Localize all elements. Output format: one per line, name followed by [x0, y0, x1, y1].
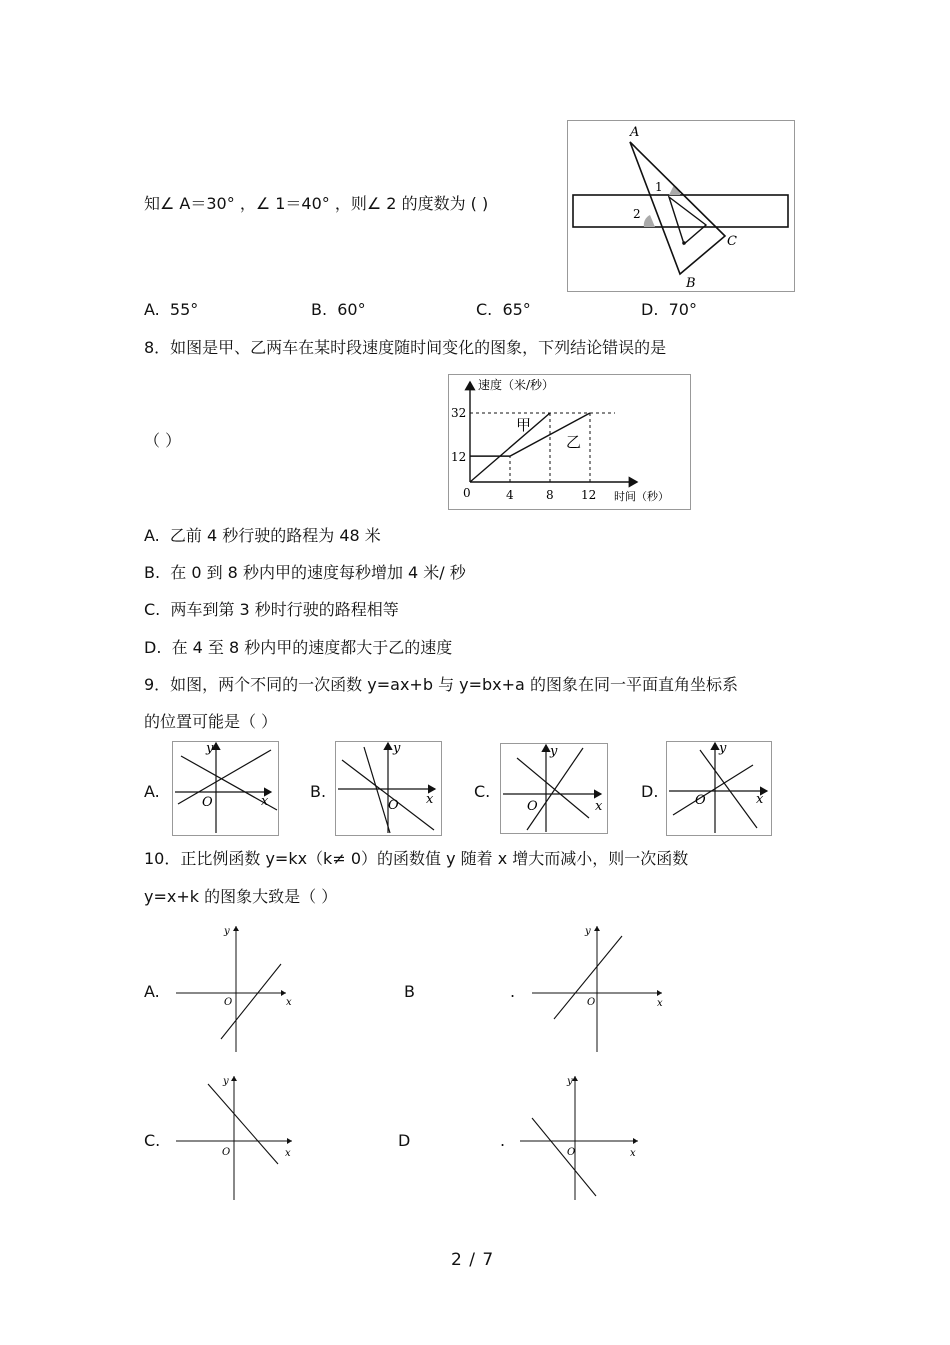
- series-label-jia: 甲: [516, 416, 532, 434]
- q9-graph-d: [666, 741, 772, 836]
- triangle-ruler-diagram: [568, 121, 794, 291]
- q9-graph-b: [335, 741, 442, 836]
- q8-option-b: B. 在 0 到 8 秒内甲的速度每秒增加 4 米/ 秒: [144, 563, 466, 582]
- x-tick-12: 12: [581, 488, 597, 502]
- q9c-x-label: x: [595, 799, 603, 814]
- q10-stem-line1: 10．正比例函数 y=kx（k≠ 0）的函数值 y 随着 x 增大而减小，则一次函数: [144, 849, 689, 868]
- q9-stem-line1: 9．如图，两个不同的一次函数 y=ax+b 与 y=bx+a 的图象在同一平面直角坐标系: [144, 675, 738, 694]
- x-tick-4: 4: [506, 488, 514, 502]
- q10d-origin: O: [567, 1147, 576, 1158]
- label-angle-2: 2: [633, 207, 641, 221]
- q10b-x-label: x: [657, 998, 663, 1009]
- q8-answer-paren: （ ）: [144, 431, 182, 450]
- q10c-origin: O: [222, 1147, 231, 1158]
- q8-option-c: C. 两车到第 3 秒时行驶的路程相等: [144, 600, 399, 619]
- q9-graph-c: [500, 743, 608, 834]
- q9-option-b-label: B.: [310, 782, 327, 801]
- label-b: B: [686, 276, 696, 291]
- q10-graph-a: [176, 924, 300, 1054]
- q10-option-d-label: D: [398, 1131, 411, 1150]
- q9c-y-label: y: [550, 744, 558, 759]
- q7-option-b: B. 60°: [311, 300, 366, 319]
- q9-option-c-label: C.: [474, 782, 491, 801]
- q9d-y-label: y: [719, 742, 727, 756]
- q10-option-b-dot: .: [510, 982, 516, 1001]
- q8-speed-chart: [448, 374, 691, 510]
- x-tick-8: 8: [546, 488, 554, 502]
- q8-option-d: D. 在 4 至 8 秒内甲的速度都大于乙的速度: [144, 638, 453, 657]
- x-tick-0: 0: [463, 486, 471, 500]
- speed-time-chart: [449, 375, 690, 509]
- q10d-x-label: x: [630, 1148, 636, 1159]
- q10-option-c-label: C.: [144, 1131, 161, 1150]
- q9-graph-a: [172, 741, 279, 836]
- q9b-y-label: y: [393, 742, 401, 756]
- series-label-yi: 乙: [566, 433, 582, 451]
- q9b-x-label: x: [426, 792, 434, 807]
- q9d-x-label: x: [756, 792, 764, 807]
- q7-option-c: C. 65°: [476, 300, 531, 319]
- x-axis-label: 时间（秒）: [614, 490, 669, 503]
- q7-option-a: A. 55°: [144, 300, 199, 319]
- q8-option-a: A. 乙前 4 秒行驶的路程为 48 米: [144, 526, 381, 545]
- q10-graph-c: [176, 1074, 300, 1202]
- q10-option-d-dot: .: [500, 1131, 506, 1150]
- series-line-0: [470, 413, 550, 482]
- q10-graph-b: [532, 924, 668, 1054]
- q10-option-a-label: A.: [144, 982, 160, 1001]
- q10a-origin: O: [224, 997, 233, 1008]
- q10c-x-label: x: [285, 1148, 291, 1159]
- label-angle-1: 1: [655, 180, 663, 194]
- y-tick-32: 32: [451, 406, 467, 420]
- q9c-origin: O: [527, 799, 538, 814]
- q10a-x-label: x: [286, 997, 292, 1008]
- page-number: 2 / 7: [451, 1250, 495, 1270]
- q10-graph-d: [520, 1074, 644, 1202]
- q9a-x-label: x: [261, 794, 269, 809]
- y-tick-12: 12: [451, 450, 467, 464]
- q7-option-d: D. 70°: [641, 300, 697, 319]
- q9d-origin: O: [695, 793, 706, 808]
- q7-stem: 知∠ A＝30° ，∠ 1＝40° ，则∠ 2 的度数为 ( ): [144, 194, 489, 213]
- q9b-origin: O: [388, 798, 399, 813]
- q10-stem-line2: y=x+k 的图象大致是（ ）: [144, 887, 338, 906]
- q10c-y-label: y: [223, 1076, 229, 1087]
- q7-figure: [567, 120, 795, 292]
- q9-option-d-label: D.: [641, 782, 659, 801]
- q10b-origin: O: [587, 997, 596, 1008]
- q10-option-b-label: B: [404, 982, 415, 1001]
- y-axis-label: 速度（米/秒）: [478, 378, 555, 392]
- q10b-y-label: y: [585, 926, 591, 937]
- q9a-y-label: y: [206, 742, 214, 756]
- label-c: C: [727, 234, 737, 249]
- label-a: A: [630, 125, 640, 140]
- q9-option-a-label: A.: [144, 782, 160, 801]
- q9a-origin: O: [202, 795, 213, 810]
- q8-stem: 8．如图是甲、乙两车在某时段速度随时间变化的图象，下列结论错误的是: [144, 338, 667, 357]
- q9-stem-line2: 的位置可能是（ ）: [144, 712, 278, 731]
- q10d-y-label: y: [567, 1076, 573, 1087]
- q10a-y-label: y: [224, 926, 230, 937]
